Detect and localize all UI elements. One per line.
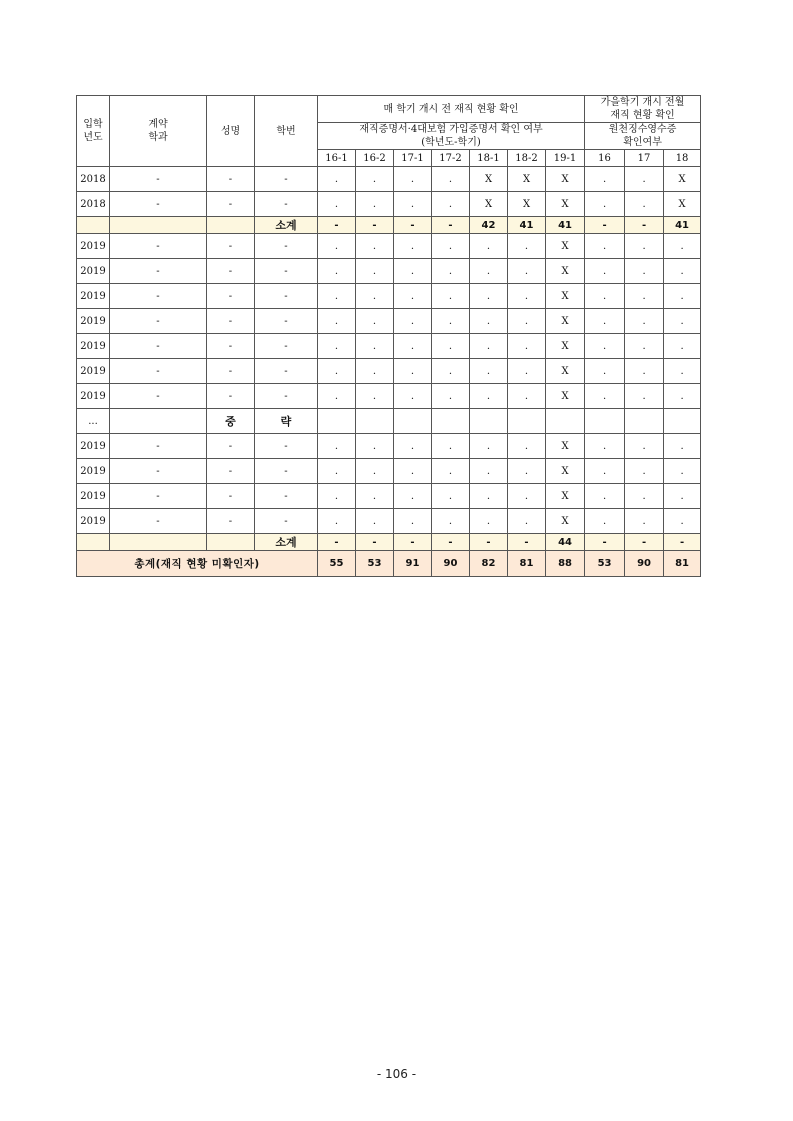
status-cell: . [508, 434, 546, 459]
status-cell: . [508, 459, 546, 484]
name-cell: - [207, 259, 255, 284]
status-cell: . [356, 284, 394, 309]
status-cell: . [625, 192, 664, 217]
status-cell: . [470, 309, 508, 334]
status-cell: X [546, 359, 585, 384]
column-header-18: 18 [664, 150, 701, 167]
status-cell: . [585, 459, 625, 484]
status-cell: . [394, 167, 432, 192]
entry-year-cell: 2019 [77, 334, 110, 359]
status-cell: . [664, 509, 701, 534]
grand-total-value: 82 [470, 551, 508, 577]
page-number: - 106 - [376, 1067, 417, 1081]
student-no-cell: - [255, 309, 318, 334]
status-cell: . [664, 434, 701, 459]
entry-year-cell: 2019 [77, 234, 110, 259]
header-entry-year: 입학 년도 [77, 96, 110, 167]
status-cell: . [394, 284, 432, 309]
status-cell: . [625, 334, 664, 359]
status-cell: . [318, 192, 356, 217]
table-row [77, 459, 701, 484]
contract-dept-cell: - [110, 434, 207, 459]
student-no-cell: - [255, 459, 318, 484]
contract-dept-cell: - [110, 167, 207, 192]
name-cell: - [207, 434, 255, 459]
status-cell: . [664, 284, 701, 309]
status-cell: . [585, 334, 625, 359]
status-cell: . [625, 234, 664, 259]
status-cell: . [432, 459, 470, 484]
table-row [77, 167, 701, 192]
status-cell: . [432, 384, 470, 409]
contract-dept-cell: - [110, 309, 207, 334]
entry-year-cell: 2019 [77, 309, 110, 334]
status-cell: . [432, 284, 470, 309]
status-cell: . [394, 334, 432, 359]
contract-dept-cell: - [110, 192, 207, 217]
subtotal-value: - [356, 217, 394, 234]
omission-blank-cell [394, 409, 432, 434]
status-cell: . [470, 434, 508, 459]
column-header-17-2: 17-2 [432, 150, 470, 167]
student-no-cell: - [255, 509, 318, 534]
subtotal-value: - [585, 217, 625, 234]
status-cell: . [508, 359, 546, 384]
name-cell: - [207, 284, 255, 309]
student-no-cell: - [255, 167, 318, 192]
status-cell: . [356, 334, 394, 359]
status-cell: . [508, 234, 546, 259]
status-cell: . [508, 384, 546, 409]
status-cell: X [470, 192, 508, 217]
table-row [77, 284, 701, 309]
name-cell: - [207, 484, 255, 509]
omission-blank-cell [470, 409, 508, 434]
header-fall-title: 가을학기 개시 전월 재직 현황 확인 [585, 96, 701, 123]
grand-total-value: 81 [664, 551, 701, 577]
student-no-cell: - [255, 192, 318, 217]
student-no-cell: - [255, 359, 318, 384]
status-cell: . [470, 384, 508, 409]
subtotal-value: - [508, 534, 546, 551]
status-cell: . [356, 484, 394, 509]
omission-blank-cell [356, 409, 394, 434]
subtotal-value: - [394, 534, 432, 551]
status-cell: . [318, 259, 356, 284]
status-cell: . [356, 234, 394, 259]
subtotal-blank-cell [77, 534, 110, 551]
contract-dept-cell: - [110, 234, 207, 259]
status-cell: . [470, 334, 508, 359]
omission-row [77, 409, 701, 434]
status-cell: X [546, 234, 585, 259]
employment-status-table [76, 95, 701, 577]
table-row [77, 192, 701, 217]
subtotal-value: - [432, 217, 470, 234]
status-cell: . [394, 384, 432, 409]
status-cell: X [546, 192, 585, 217]
status-cell: . [664, 359, 701, 384]
status-cell: . [432, 234, 470, 259]
column-header-19-1: 19-1 [546, 150, 585, 167]
subtotal-row [77, 534, 701, 551]
status-cell: . [625, 484, 664, 509]
column-header-17-1: 17-1 [394, 150, 432, 167]
header-name: 성명 [207, 96, 255, 167]
contract-dept-cell: - [110, 459, 207, 484]
student-no-cell: - [255, 384, 318, 409]
omission-blank-cell [110, 409, 207, 434]
contract-dept-cell: - [110, 359, 207, 384]
status-cell: X [508, 167, 546, 192]
status-cell: . [585, 192, 625, 217]
grand-total-value: 90 [432, 551, 470, 577]
omission-blank-cell [508, 409, 546, 434]
status-cell: . [356, 384, 394, 409]
subtotal-value: 41 [664, 217, 701, 234]
status-cell: . [585, 484, 625, 509]
column-header-18-2: 18-2 [508, 150, 546, 167]
subtotal-value: 42 [470, 217, 508, 234]
entry-year-cell: 2019 [77, 484, 110, 509]
status-cell: . [585, 284, 625, 309]
status-cell: X [546, 167, 585, 192]
omission-blank-cell [546, 409, 585, 434]
entry-year-cell: 2018 [77, 167, 110, 192]
entry-year-cell: 2018 [77, 192, 110, 217]
column-header-18-1: 18-1 [470, 150, 508, 167]
status-cell: . [585, 359, 625, 384]
status-cell: . [394, 359, 432, 384]
grand-total-row [77, 551, 701, 577]
name-cell: - [207, 509, 255, 534]
subtotal-value: 41 [546, 217, 585, 234]
subtotal-label: 소계 [255, 217, 318, 234]
status-cell: . [664, 334, 701, 359]
subtotal-value: - [664, 534, 701, 551]
column-header-17: 17 [625, 150, 664, 167]
status-cell: . [625, 459, 664, 484]
omission-blank-cell [664, 409, 701, 434]
name-cell: - [207, 459, 255, 484]
status-cell: . [664, 384, 701, 409]
name-cell: - [207, 384, 255, 409]
status-cell: . [585, 509, 625, 534]
status-cell: . [664, 484, 701, 509]
contract-dept-cell: - [110, 334, 207, 359]
omission-label-right: 략 [255, 409, 318, 434]
grand-total-value: 81 [508, 551, 546, 577]
status-cell: X [470, 167, 508, 192]
status-cell: . [664, 234, 701, 259]
subtotal-blank-cell [77, 217, 110, 234]
subtotal-label: 소계 [255, 534, 318, 551]
header-pre-semester-title: 매 학기 개시 전 재직 현황 확인 [318, 96, 585, 123]
entry-year-cell: 2019 [77, 434, 110, 459]
status-cell: . [432, 167, 470, 192]
status-cell: . [356, 359, 394, 384]
status-cell: . [318, 284, 356, 309]
status-cell: . [318, 359, 356, 384]
subtotal-value: - [625, 534, 664, 551]
status-cell: . [394, 309, 432, 334]
name-cell: - [207, 167, 255, 192]
entry-year-cell: 2019 [77, 359, 110, 384]
student-no-cell: - [255, 259, 318, 284]
entry-year-cell: 2019 [77, 459, 110, 484]
grand-total-value: 90 [625, 551, 664, 577]
table-row [77, 384, 701, 409]
subtotal-blank-cell [110, 534, 207, 551]
status-cell: . [394, 509, 432, 534]
subtotal-value: 41 [508, 217, 546, 234]
status-cell: . [470, 234, 508, 259]
grand-total-value: 55 [318, 551, 356, 577]
grand-total-label: 총계(재직 현황 미확인자) [77, 551, 318, 577]
status-cell: . [394, 259, 432, 284]
status-cell: . [394, 459, 432, 484]
status-cell: . [625, 259, 664, 284]
status-cell: . [432, 309, 470, 334]
status-cell: . [470, 509, 508, 534]
entry-year-cell: 2019 [77, 259, 110, 284]
status-cell: . [508, 509, 546, 534]
status-cell: . [394, 434, 432, 459]
header-student-no: 학번 [255, 96, 318, 167]
status-cell: . [664, 309, 701, 334]
status-cell: . [432, 192, 470, 217]
status-cell: X [546, 459, 585, 484]
status-cell: . [432, 334, 470, 359]
name-cell: - [207, 234, 255, 259]
status-cell: . [664, 459, 701, 484]
student-no-cell: - [255, 334, 318, 359]
contract-dept-cell: - [110, 484, 207, 509]
status-cell: . [470, 484, 508, 509]
subtotal-blank-cell [207, 534, 255, 551]
subtotal-value: - [394, 217, 432, 234]
status-cell: . [394, 192, 432, 217]
subtotal-row [77, 217, 701, 234]
subtotal-blank-cell [207, 217, 255, 234]
entry-year-cell: 2019 [77, 509, 110, 534]
status-cell: . [356, 259, 394, 284]
student-no-cell: - [255, 234, 318, 259]
status-cell: . [356, 192, 394, 217]
status-cell: X [546, 509, 585, 534]
status-cell: X [546, 309, 585, 334]
status-cell: . [432, 484, 470, 509]
status-cell: X [546, 284, 585, 309]
status-cell: . [470, 359, 508, 384]
table-row [77, 484, 701, 509]
status-cell: . [508, 309, 546, 334]
enrollment-status-table-wrapper [76, 95, 700, 577]
omission-blank-cell [585, 409, 625, 434]
header-pre-semester-sub: 재직증명서·4대보험 가입증명서 확인 여부 (학년도-학기) [318, 123, 585, 150]
student-no-cell: - [255, 484, 318, 509]
status-cell: . [625, 309, 664, 334]
status-cell: . [356, 434, 394, 459]
subtotal-value: - [585, 534, 625, 551]
grand-total-value: 53 [356, 551, 394, 577]
status-cell: . [432, 259, 470, 284]
omission-blank-cell [318, 409, 356, 434]
name-cell: - [207, 359, 255, 384]
status-cell: . [625, 284, 664, 309]
status-cell: . [585, 167, 625, 192]
status-cell: X [546, 484, 585, 509]
entry-year-cell: 2019 [77, 284, 110, 309]
subtotal-value: - [318, 534, 356, 551]
status-cell: . [625, 359, 664, 384]
status-cell: . [318, 434, 356, 459]
table-row [77, 509, 701, 534]
column-header-16-1: 16-1 [318, 150, 356, 167]
contract-dept-cell: - [110, 284, 207, 309]
contract-dept-cell: - [110, 384, 207, 409]
table-row [77, 434, 701, 459]
omission-blank-cell [625, 409, 664, 434]
table-row [77, 309, 701, 334]
subtotal-blank-cell [110, 217, 207, 234]
status-cell: . [318, 509, 356, 534]
status-cell: . [318, 334, 356, 359]
column-header-16-2: 16-2 [356, 150, 394, 167]
status-cell: X [508, 192, 546, 217]
table-row [77, 259, 701, 284]
name-cell: - [207, 192, 255, 217]
subtotal-value: 44 [546, 534, 585, 551]
omission-blank-cell [432, 409, 470, 434]
header-fall-sub: 원천징수영수증 확인여부 [585, 123, 701, 150]
status-cell: . [508, 484, 546, 509]
status-cell: . [470, 284, 508, 309]
status-cell: . [585, 434, 625, 459]
status-cell: . [625, 167, 664, 192]
status-cell: . [508, 284, 546, 309]
status-cell: . [356, 309, 394, 334]
status-cell: . [470, 459, 508, 484]
status-cell: . [664, 259, 701, 284]
status-cell: . [318, 309, 356, 334]
name-cell: - [207, 309, 255, 334]
subtotal-value: - [356, 534, 394, 551]
table-row [77, 359, 701, 384]
table-row [77, 334, 701, 359]
status-cell: . [625, 384, 664, 409]
status-cell: . [318, 459, 356, 484]
status-cell: . [508, 259, 546, 284]
status-cell: . [394, 234, 432, 259]
status-cell: X [664, 167, 701, 192]
status-cell: . [625, 434, 664, 459]
status-cell: . [508, 334, 546, 359]
subtotal-value: - [625, 217, 664, 234]
omission-ellipsis: ... [77, 409, 110, 434]
header-contract-dept: 계약 학과 [110, 96, 207, 167]
status-cell: . [432, 359, 470, 384]
status-cell: . [356, 167, 394, 192]
omission-label-left: 중 [207, 409, 255, 434]
status-cell: . [318, 484, 356, 509]
grand-total-value: 88 [546, 551, 585, 577]
contract-dept-cell: - [110, 509, 207, 534]
status-cell: . [318, 234, 356, 259]
status-cell: . [318, 384, 356, 409]
table-row [77, 234, 701, 259]
student-no-cell: - [255, 434, 318, 459]
subtotal-value: - [432, 534, 470, 551]
status-cell: . [585, 309, 625, 334]
status-cell: . [318, 167, 356, 192]
student-no-cell: - [255, 284, 318, 309]
status-cell: . [625, 509, 664, 534]
status-cell: . [394, 484, 432, 509]
status-cell: . [585, 259, 625, 284]
status-cell: X [664, 192, 701, 217]
status-cell: X [546, 384, 585, 409]
status-cell: . [585, 384, 625, 409]
status-cell: X [546, 259, 585, 284]
subtotal-value: - [318, 217, 356, 234]
status-cell: X [546, 334, 585, 359]
status-cell: . [356, 459, 394, 484]
contract-dept-cell: - [110, 259, 207, 284]
name-cell: - [207, 334, 255, 359]
status-cell: . [470, 259, 508, 284]
entry-year-cell: 2019 [77, 384, 110, 409]
column-header-16: 16 [585, 150, 625, 167]
grand-total-value: 53 [585, 551, 625, 577]
grand-total-value: 91 [394, 551, 432, 577]
status-cell: . [432, 509, 470, 534]
status-cell: . [432, 434, 470, 459]
status-cell: X [546, 434, 585, 459]
subtotal-value: - [470, 534, 508, 551]
status-cell: . [356, 509, 394, 534]
status-cell: . [585, 234, 625, 259]
